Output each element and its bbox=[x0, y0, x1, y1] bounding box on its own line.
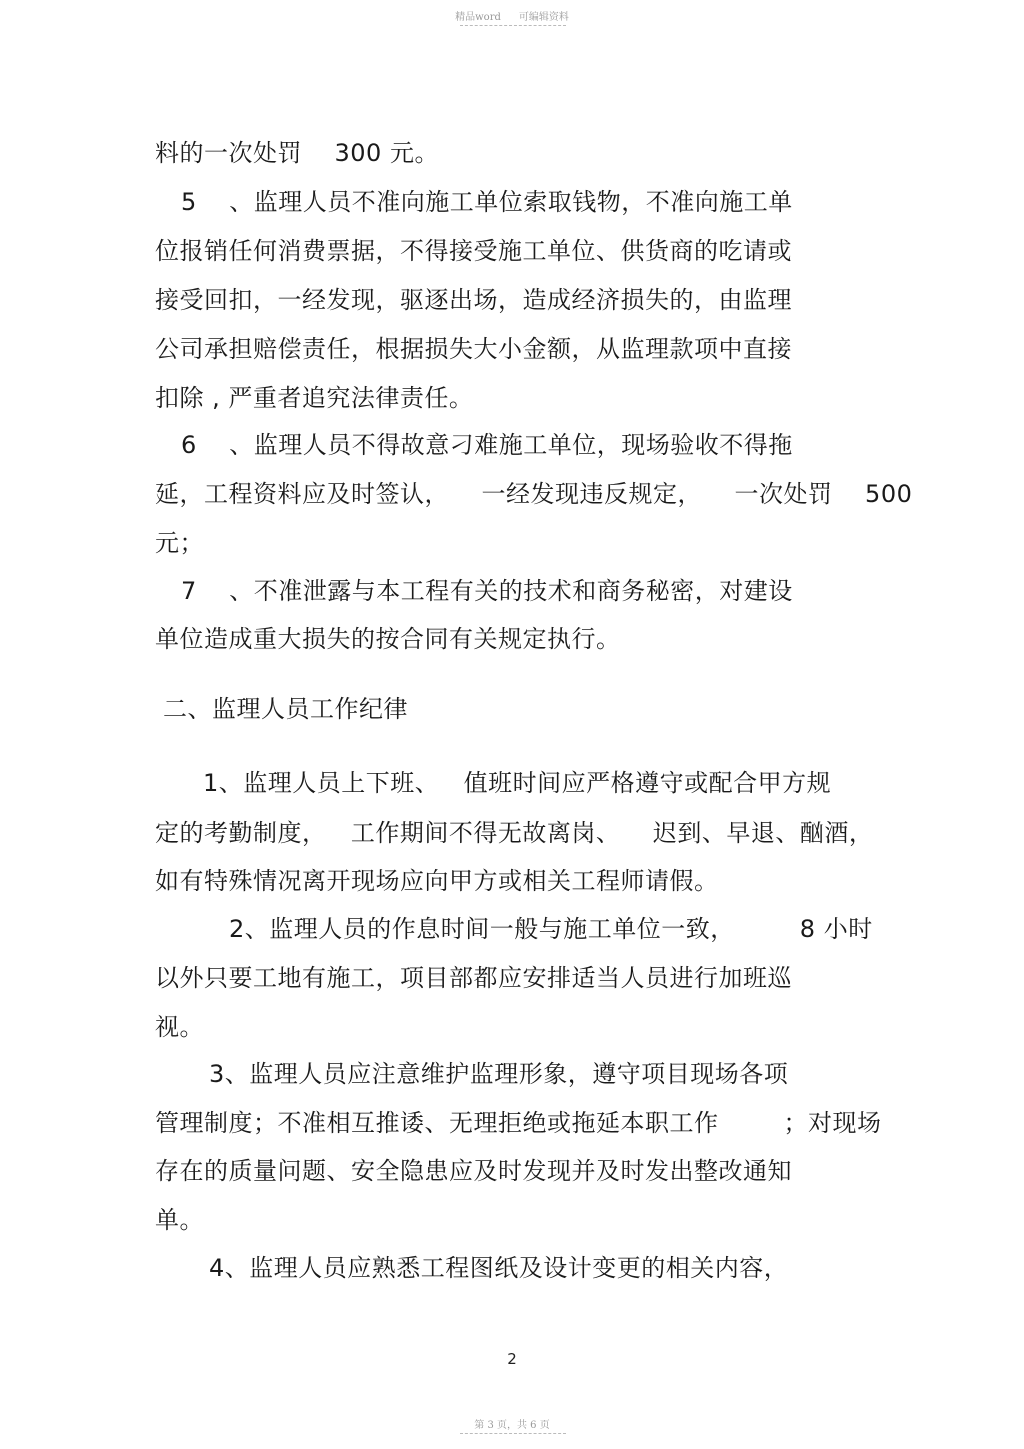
text-line-15: 2、监理人员的作息时间一般与施工单位一致， 8 小时 bbox=[229, 915, 873, 943]
text-line-1: 料的一次处罚 300 元。 bbox=[155, 139, 439, 167]
text-line-19: 管理制度；不准相互推诿、无理拒绝或拖延本职工作 ；对现场 bbox=[155, 1109, 882, 1137]
text-line-11: 单位造成重大损失的按合同有关规定执行。 bbox=[155, 625, 621, 653]
footer-divider bbox=[460, 1433, 566, 1434]
text-line-6: 扣除 , 严重者追究法律责任。 bbox=[155, 384, 474, 412]
text-line-12: 1、监理人员上下班、 值班时间应严格遵守或配合甲方规 bbox=[203, 769, 832, 797]
text-line-18: 3、监理人员应注意维护监理形象，遵守项目现场各项 bbox=[209, 1060, 789, 1088]
section-heading: 二、监理人员工作纪律 bbox=[163, 695, 408, 723]
text-line-20: 存在的质量问题、安全隐患应及时发现并及时发出整改通知 bbox=[155, 1157, 792, 1185]
header-left-text: 精品word bbox=[455, 12, 501, 23]
page-number: 2 bbox=[507, 1350, 517, 1368]
text-line-10: 7 、不准泄露与本工程有关的技术和商务秘密，对建设 bbox=[181, 577, 793, 605]
header-divider bbox=[460, 25, 566, 26]
text-line-17: 视。 bbox=[155, 1013, 204, 1041]
text-line-8: 延，工程资料应及时签认， 一经发现违反规定， 一次处罚 500 bbox=[155, 480, 913, 508]
text-line-5: 公司承担赔偿责任，根据损失大小金额，从监理款项中直接 bbox=[155, 335, 792, 363]
text-line-14: 如有特殊情况离开现场应向甲方或相关工程师请假。 bbox=[155, 867, 719, 895]
text-line-16: 以外只要工地有施工，项目部都应安排适当人员进行加班巡 bbox=[155, 964, 792, 992]
text-line-4: 接受回扣，一经发现，驱逐出场，造成经济损失的，由监理 bbox=[155, 286, 792, 314]
text-line-21: 单。 bbox=[155, 1206, 204, 1234]
text-line-7: 6 、监理人员不得故意刁难施工单位，现场验收不得拖 bbox=[181, 431, 793, 459]
text-line-9: 元； bbox=[155, 529, 204, 557]
header-right-text: 可编辑资料 bbox=[518, 12, 569, 23]
text-line-13: 定的考勤制度， 工作期间不得无故离岗、 迟到、早退、酗酒， bbox=[155, 819, 874, 847]
page-footer: 第 3 页，共 6 页 bbox=[474, 1420, 550, 1431]
page-header bbox=[0, 8, 1024, 23]
text-line-22: 4、监理人员应熟悉工程图纸及设计变更的相关内容， bbox=[209, 1254, 789, 1282]
text-line-3: 位报销任何消费票据，不得接受施工单位、供货商的吃请或 bbox=[155, 237, 792, 265]
text-line-2: 5 、监理人员不准向施工单位索取钱物，不准向施工单 bbox=[181, 188, 793, 216]
